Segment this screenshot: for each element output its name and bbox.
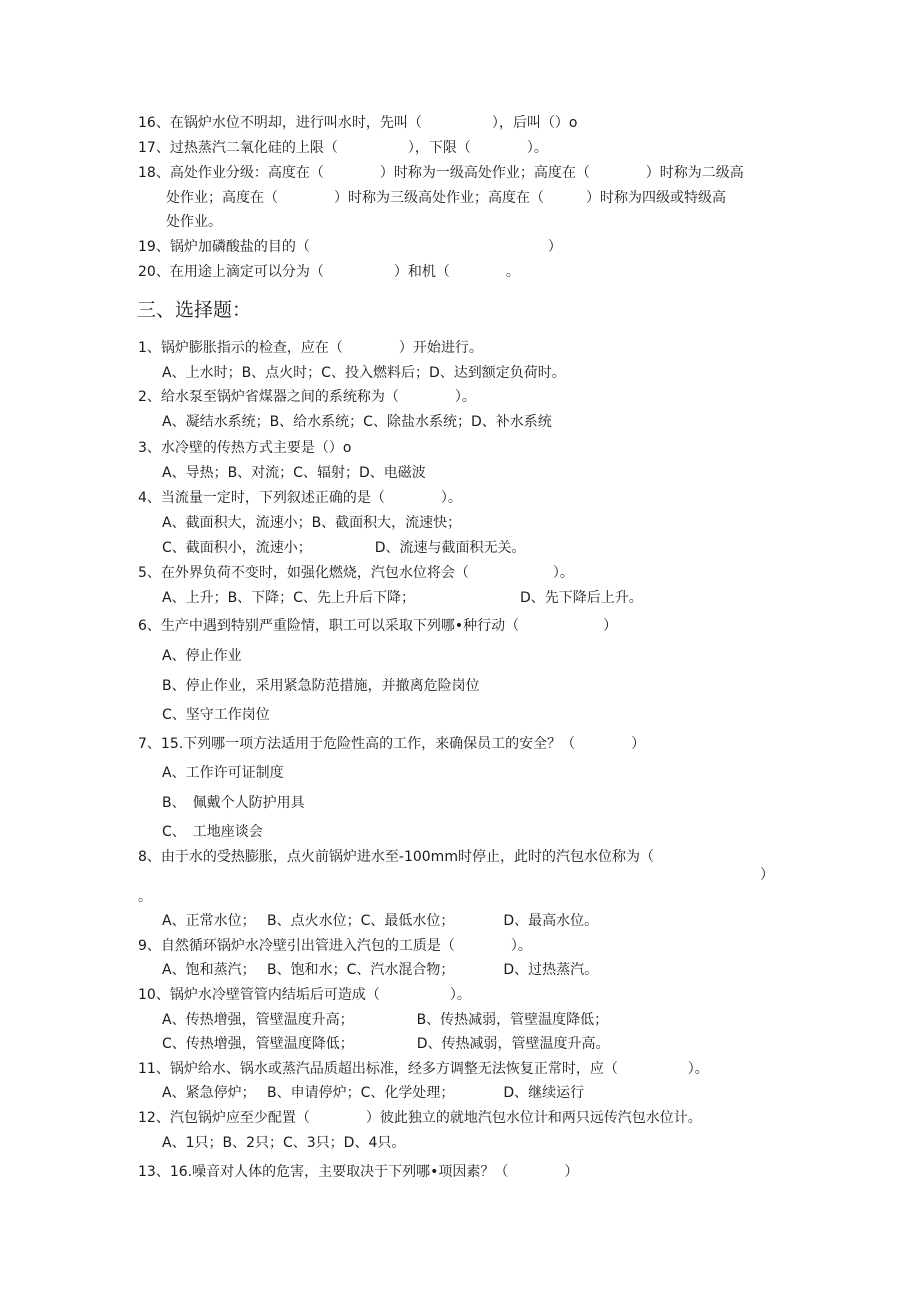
fill-blank-20: 20、在用途上滴定可以分为（ ）和机（ 。 <box>138 264 520 280</box>
choice-10-options-1: A、传热增强，管壁温度升高； B、传热减弱，管壁温度降低； <box>162 1012 609 1028</box>
choice-7-option-a: A、工作许可证制度 <box>162 765 284 781</box>
choice-4-options-2: C、截面积小，流速小； D、流速与截面积无关。 <box>162 540 526 556</box>
choice-1-question: 1、锅炉膨胀指示的检查，应在（ ）开始进行。 <box>138 340 483 356</box>
choice-8-question-end: ） <box>760 867 774 883</box>
choice-11-question: 11、锅炉给水、锅水或蒸汽品质超出标准，经多方调整无法恢复正常时，应（ ）。 <box>138 1061 709 1077</box>
section-title: 三、选择题： <box>137 299 252 321</box>
fill-blank-18-line-3: 处作业。 <box>166 214 222 230</box>
choice-10-question: 10、锅炉水冷壁管管内结垢后可造成（ ）。 <box>138 987 471 1003</box>
choice-7-option-c: C、 工地座谈会 <box>162 824 263 840</box>
fill-blank-19: 19、锅炉加磷酸盐的目的（ ） <box>138 239 562 255</box>
choice-8-question-tail: 。 <box>138 889 152 905</box>
choice-12-question: 12、汽包锅炉应至少配置（ ）彼此独立的就地汽包水位计和两只远传汽包水位计。 <box>138 1110 702 1126</box>
fill-blank-16: 16、在锅炉水位不明却，进行叫水时，先叫（ ），后叫（）o <box>138 115 578 131</box>
choice-3-question: 3、水冷壁的传热方式主要是（）o <box>138 440 352 456</box>
choice-2-question: 2、给水泵至锅炉省煤器之间的系统称为（ ）。 <box>138 389 476 405</box>
choice-8-options: A、正常水位； B、点火水位；C、最低水位； D、最高水位。 <box>162 913 599 929</box>
choice-4-question: 4、当流量一定时，下列叙述正确的是（ ）。 <box>138 490 462 506</box>
choice-6-option-a: A、停止作业 <box>162 648 242 664</box>
choice-3-options: A、导热；B、对流；C、辐射；D、电磁波 <box>162 465 426 481</box>
choice-6-question: 6、生产中遇到特别严重险情，职工可以采取下列哪•种行动（ ） <box>138 618 618 634</box>
choice-6-option-c: C、坚守工作岗位 <box>162 707 270 723</box>
choice-7-option-b: B、 佩戴个人防护用具 <box>162 795 305 811</box>
choice-8-question: 8、由于水的受热膨胀，点火前锅炉进水至-100mm时停止，此时的汽包水位称为（ <box>138 849 654 865</box>
choice-2-options: A、凝结水系统；B、给水系统；C、除盐水系统；D、补水系统 <box>162 414 552 430</box>
choice-7-question: 7、15.下列哪一项方法适用于危险性高的工作，来确保员工的安全？（ ） <box>138 736 646 752</box>
choice-12-options: A、1只；B、2只；C、3只；D、4只。 <box>162 1135 406 1151</box>
choice-11-options: A、紧急停炉； B、申请停炉；C、化学处理； D、继续运行 <box>162 1085 585 1101</box>
fill-blank-17: 17、过热蒸汽二氧化硅的上限（ ），下限（ ）。 <box>138 140 548 156</box>
choice-6-option-b: B、停止作业，采用紧急防范措施，并撤离危险岗位 <box>162 678 480 694</box>
choice-5-options: A、上升；B、下降；C、先上升后下降； D、先下降后上升。 <box>162 590 643 606</box>
fill-blank-18-line-1: 18、高处作业分级：高度在（ ）时称为一级高处作业；高度在（ ）时称为二级高 <box>138 165 744 181</box>
choice-13-question: 13、16.噪音对人体的危害，主要取决于下列哪•项因素？（ ） <box>138 1164 579 1180</box>
choice-10-options-2: C、传热增强，管壁温度降低； D、传热减弱，管壁温度升高。 <box>162 1036 610 1052</box>
fill-blank-18-line-2: 处作业；高度在（ ）时称为三级高处作业；高度在（ ）时称为四级或特级高 <box>166 190 726 206</box>
choice-9-options: A、饱和蒸汽； B、饱和水；C、汽水混合物； D、过热蒸汽。 <box>162 962 599 978</box>
choice-4-options-1: A、截面积大，流速小；B、截面积大，流速快； <box>162 515 462 531</box>
choice-9-question: 9、自然循环锅炉水冷壁引出管进入汽包的工质是（ ）。 <box>138 938 532 954</box>
choice-1-options: A、上水时；B、点火时；C、投入燃料后；D、达到额定负荷时。 <box>162 365 566 381</box>
choice-5-question: 5、在外界负荷不变时，如强化燃烧，汽包水位将会（ ）。 <box>138 565 574 581</box>
